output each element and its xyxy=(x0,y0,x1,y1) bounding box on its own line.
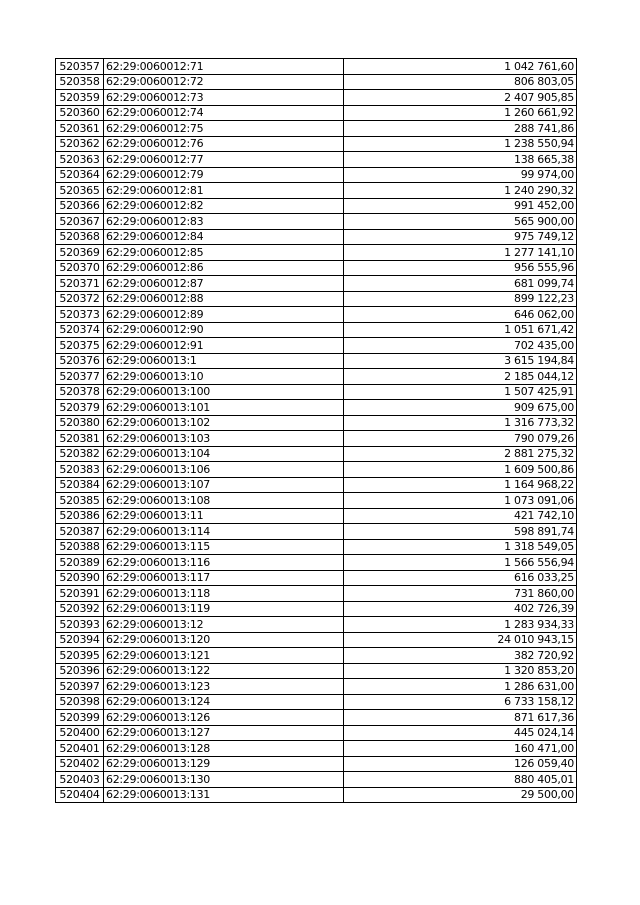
table-row xyxy=(56,59,577,75)
value-cell: 2 407 905,85 xyxy=(344,90,577,106)
row-id-cell: 520386 xyxy=(56,508,104,524)
table-row xyxy=(56,462,577,478)
table-body xyxy=(56,59,577,803)
value-cell: 99 974,00 xyxy=(344,167,577,183)
row-id-cell: 520360 xyxy=(56,105,104,121)
value-cell: 1 042 761,60 xyxy=(344,59,577,75)
value-cell: 2 881 275,32 xyxy=(344,446,577,462)
value-cell: 565 900,00 xyxy=(344,214,577,230)
row-id-cell: 520375 xyxy=(56,338,104,354)
row-id-cell: 520400 xyxy=(56,725,104,741)
row-id-cell: 520393 xyxy=(56,617,104,633)
row-id-cell: 520404 xyxy=(56,787,104,803)
value-cell: 616 033,25 xyxy=(344,570,577,586)
cadastral-number-cell: 62:29:0060012:74 xyxy=(104,105,344,121)
row-id-cell: 520373 xyxy=(56,307,104,323)
table-row xyxy=(56,90,577,106)
row-id-cell: 520358 xyxy=(56,74,104,90)
value-cell: 382 720,92 xyxy=(344,648,577,664)
value-cell: 421 742,10 xyxy=(344,508,577,524)
cadastral-number-cell: 62:29:0060012:73 xyxy=(104,90,344,106)
table-row xyxy=(56,586,577,602)
cadastral-number-cell: 62:29:0060013:127 xyxy=(104,725,344,741)
value-cell: 702 435,00 xyxy=(344,338,577,354)
value-cell: 731 860,00 xyxy=(344,586,577,602)
cadastral-number-cell: 62:29:0060012:89 xyxy=(104,307,344,323)
value-cell: 991 452,00 xyxy=(344,198,577,214)
table-row xyxy=(56,74,577,90)
row-id-cell: 520370 xyxy=(56,260,104,276)
row-id-cell: 520371 xyxy=(56,276,104,292)
data-table xyxy=(55,58,577,803)
value-cell: 1 164 968,22 xyxy=(344,477,577,493)
table-row xyxy=(56,632,577,648)
cadastral-number-cell: 62:29:0060013:108 xyxy=(104,493,344,509)
row-id-cell: 520364 xyxy=(56,167,104,183)
row-id-cell: 520363 xyxy=(56,152,104,168)
value-cell: 598 891,74 xyxy=(344,524,577,540)
cadastral-number-cell: 62:29:0060013:103 xyxy=(104,431,344,447)
row-id-cell: 520377 xyxy=(56,369,104,385)
value-cell: 1 277 141,10 xyxy=(344,245,577,261)
value-cell: 790 079,26 xyxy=(344,431,577,447)
cadastral-number-cell: 62:29:0060013:124 xyxy=(104,694,344,710)
table-row xyxy=(56,787,577,803)
cadastral-number-cell: 62:29:0060012:91 xyxy=(104,338,344,354)
row-id-cell: 520366 xyxy=(56,198,104,214)
cadastral-number-cell: 62:29:0060013:101 xyxy=(104,400,344,416)
row-id-cell: 520396 xyxy=(56,663,104,679)
row-id-cell: 520401 xyxy=(56,741,104,757)
row-id-cell: 520384 xyxy=(56,477,104,493)
row-id-cell: 520381 xyxy=(56,431,104,447)
cadastral-number-cell: 62:29:0060013:119 xyxy=(104,601,344,617)
cadastral-number-cell: 62:29:0060013:12 xyxy=(104,617,344,633)
cadastral-number-cell: 62:29:0060012:72 xyxy=(104,74,344,90)
cadastral-number-cell: 62:29:0060013:120 xyxy=(104,632,344,648)
row-id-cell: 520385 xyxy=(56,493,104,509)
value-cell: 871 617,36 xyxy=(344,710,577,726)
value-cell: 2 185 044,12 xyxy=(344,369,577,385)
table-row xyxy=(56,400,577,416)
cadastral-number-cell: 62:29:0060013:121 xyxy=(104,648,344,664)
cadastral-number-cell: 62:29:0060013:130 xyxy=(104,772,344,788)
cadastral-number-cell: 62:29:0060013:106 xyxy=(104,462,344,478)
table-row xyxy=(56,353,577,369)
row-id-cell: 520362 xyxy=(56,136,104,152)
row-id-cell: 520392 xyxy=(56,601,104,617)
row-id-cell: 520368 xyxy=(56,229,104,245)
table-row xyxy=(56,493,577,509)
value-cell: 1 260 661,92 xyxy=(344,105,577,121)
table-row xyxy=(56,338,577,354)
table-row xyxy=(56,121,577,137)
table-row xyxy=(56,617,577,633)
value-cell: 806 803,05 xyxy=(344,74,577,90)
value-cell: 3 615 194,84 xyxy=(344,353,577,369)
table-row xyxy=(56,245,577,261)
table-row xyxy=(56,307,577,323)
cadastral-number-cell: 62:29:0060013:129 xyxy=(104,756,344,772)
value-cell: 126 059,40 xyxy=(344,756,577,772)
value-cell: 1 240 290,32 xyxy=(344,183,577,199)
value-cell: 29 500,00 xyxy=(344,787,577,803)
value-cell: 445 024,14 xyxy=(344,725,577,741)
value-cell: 1 566 556,94 xyxy=(344,555,577,571)
table-row xyxy=(56,198,577,214)
cadastral-number-cell: 62:29:0060012:77 xyxy=(104,152,344,168)
row-id-cell: 520389 xyxy=(56,555,104,571)
table-row xyxy=(56,648,577,664)
table-row xyxy=(56,152,577,168)
value-cell: 1 609 500,86 xyxy=(344,462,577,478)
table-row xyxy=(56,384,577,400)
table-row xyxy=(56,679,577,695)
row-id-cell: 520380 xyxy=(56,415,104,431)
table-row xyxy=(56,214,577,230)
value-cell: 1 051 671,42 xyxy=(344,322,577,338)
table-row xyxy=(56,570,577,586)
table-row xyxy=(56,183,577,199)
cadastral-number-cell: 62:29:0060013:128 xyxy=(104,741,344,757)
table-row xyxy=(56,694,577,710)
row-id-cell: 520383 xyxy=(56,462,104,478)
row-id-cell: 520372 xyxy=(56,291,104,307)
row-id-cell: 520399 xyxy=(56,710,104,726)
value-cell: 899 122,23 xyxy=(344,291,577,307)
row-id-cell: 520388 xyxy=(56,539,104,555)
value-cell: 6 733 158,12 xyxy=(344,694,577,710)
row-id-cell: 520359 xyxy=(56,90,104,106)
value-cell: 880 405,01 xyxy=(344,772,577,788)
row-id-cell: 520382 xyxy=(56,446,104,462)
cadastral-number-cell: 62:29:0060013:100 xyxy=(104,384,344,400)
cadastral-number-cell: 62:29:0060012:75 xyxy=(104,121,344,137)
row-id-cell: 520367 xyxy=(56,214,104,230)
row-id-cell: 520361 xyxy=(56,121,104,137)
cadastral-number-cell: 62:29:0060013:117 xyxy=(104,570,344,586)
table-row xyxy=(56,555,577,571)
value-cell: 1 507 425,91 xyxy=(344,384,577,400)
cadastral-number-cell: 62:29:0060012:86 xyxy=(104,260,344,276)
cadastral-number-cell: 62:29:0060013:107 xyxy=(104,477,344,493)
cadastral-number-cell: 62:29:0060012:79 xyxy=(104,167,344,183)
cadastral-number-cell: 62:29:0060013:116 xyxy=(104,555,344,571)
cadastral-number-cell: 62:29:0060012:87 xyxy=(104,276,344,292)
table-row xyxy=(56,431,577,447)
cadastral-number-cell: 62:29:0060013:126 xyxy=(104,710,344,726)
table-row xyxy=(56,446,577,462)
table-row xyxy=(56,663,577,679)
cadastral-number-cell: 62:29:0060012:85 xyxy=(104,245,344,261)
value-cell: 1 238 550,94 xyxy=(344,136,577,152)
row-id-cell: 520369 xyxy=(56,245,104,261)
table-row xyxy=(56,524,577,540)
cadastral-number-cell: 62:29:0060013:1 xyxy=(104,353,344,369)
value-cell: 646 062,00 xyxy=(344,307,577,323)
table-row xyxy=(56,741,577,757)
cadastral-number-cell: 62:29:0060012:84 xyxy=(104,229,344,245)
row-id-cell: 520387 xyxy=(56,524,104,540)
row-id-cell: 520398 xyxy=(56,694,104,710)
row-id-cell: 520390 xyxy=(56,570,104,586)
cadastral-number-cell: 62:29:0060013:115 xyxy=(104,539,344,555)
cadastral-number-cell: 62:29:0060013:118 xyxy=(104,586,344,602)
cadastral-number-cell: 62:29:0060012:76 xyxy=(104,136,344,152)
table-row xyxy=(56,276,577,292)
value-cell: 1 316 773,32 xyxy=(344,415,577,431)
cadastral-number-cell: 62:29:0060012:71 xyxy=(104,59,344,75)
cadastral-number-cell: 62:29:0060013:10 xyxy=(104,369,344,385)
cadastral-number-cell: 62:29:0060012:81 xyxy=(104,183,344,199)
table-row xyxy=(56,105,577,121)
cadastral-number-cell: 62:29:0060013:123 xyxy=(104,679,344,695)
cadastral-number-cell: 62:29:0060013:11 xyxy=(104,508,344,524)
value-cell: 1 283 934,33 xyxy=(344,617,577,633)
row-id-cell: 520397 xyxy=(56,679,104,695)
value-cell: 1 286 631,00 xyxy=(344,679,577,695)
table-row xyxy=(56,725,577,741)
value-cell: 1 318 549,05 xyxy=(344,539,577,555)
value-cell: 288 741,86 xyxy=(344,121,577,137)
value-cell: 402 726,39 xyxy=(344,601,577,617)
table-row xyxy=(56,508,577,524)
row-id-cell: 520378 xyxy=(56,384,104,400)
table-row xyxy=(56,756,577,772)
table-row xyxy=(56,415,577,431)
value-cell: 1 320 853,20 xyxy=(344,663,577,679)
row-id-cell: 520379 xyxy=(56,400,104,416)
cadastral-number-cell: 62:29:0060012:83 xyxy=(104,214,344,230)
table-row xyxy=(56,229,577,245)
value-cell: 956 555,96 xyxy=(344,260,577,276)
value-cell: 24 010 943,15 xyxy=(344,632,577,648)
row-id-cell: 520391 xyxy=(56,586,104,602)
row-id-cell: 520394 xyxy=(56,632,104,648)
cadastral-number-cell: 62:29:0060012:90 xyxy=(104,322,344,338)
row-id-cell: 520395 xyxy=(56,648,104,664)
table-row xyxy=(56,369,577,385)
value-cell: 160 471,00 xyxy=(344,741,577,757)
cadastral-number-cell: 62:29:0060012:82 xyxy=(104,198,344,214)
row-id-cell: 520365 xyxy=(56,183,104,199)
table-row xyxy=(56,291,577,307)
cadastral-number-cell: 62:29:0060013:102 xyxy=(104,415,344,431)
row-id-cell: 520376 xyxy=(56,353,104,369)
table-row xyxy=(56,710,577,726)
cadastral-number-cell: 62:29:0060012:88 xyxy=(104,291,344,307)
row-id-cell: 520374 xyxy=(56,322,104,338)
value-cell: 909 675,00 xyxy=(344,400,577,416)
table-row xyxy=(56,167,577,183)
table-row xyxy=(56,260,577,276)
row-id-cell: 520402 xyxy=(56,756,104,772)
cadastral-number-cell: 62:29:0060013:122 xyxy=(104,663,344,679)
table-row xyxy=(56,601,577,617)
table-row xyxy=(56,322,577,338)
table-row xyxy=(56,477,577,493)
cadastral-number-cell: 62:29:0060013:131 xyxy=(104,787,344,803)
table-row xyxy=(56,539,577,555)
table-row xyxy=(56,772,577,788)
value-cell: 975 749,12 xyxy=(344,229,577,245)
value-cell: 1 073 091,06 xyxy=(344,493,577,509)
cadastral-number-cell: 62:29:0060013:114 xyxy=(104,524,344,540)
row-id-cell: 520357 xyxy=(56,59,104,75)
table-row xyxy=(56,136,577,152)
value-cell: 138 665,38 xyxy=(344,152,577,168)
cadastral-number-cell: 62:29:0060013:104 xyxy=(104,446,344,462)
value-cell: 681 099,74 xyxy=(344,276,577,292)
row-id-cell: 520403 xyxy=(56,772,104,788)
